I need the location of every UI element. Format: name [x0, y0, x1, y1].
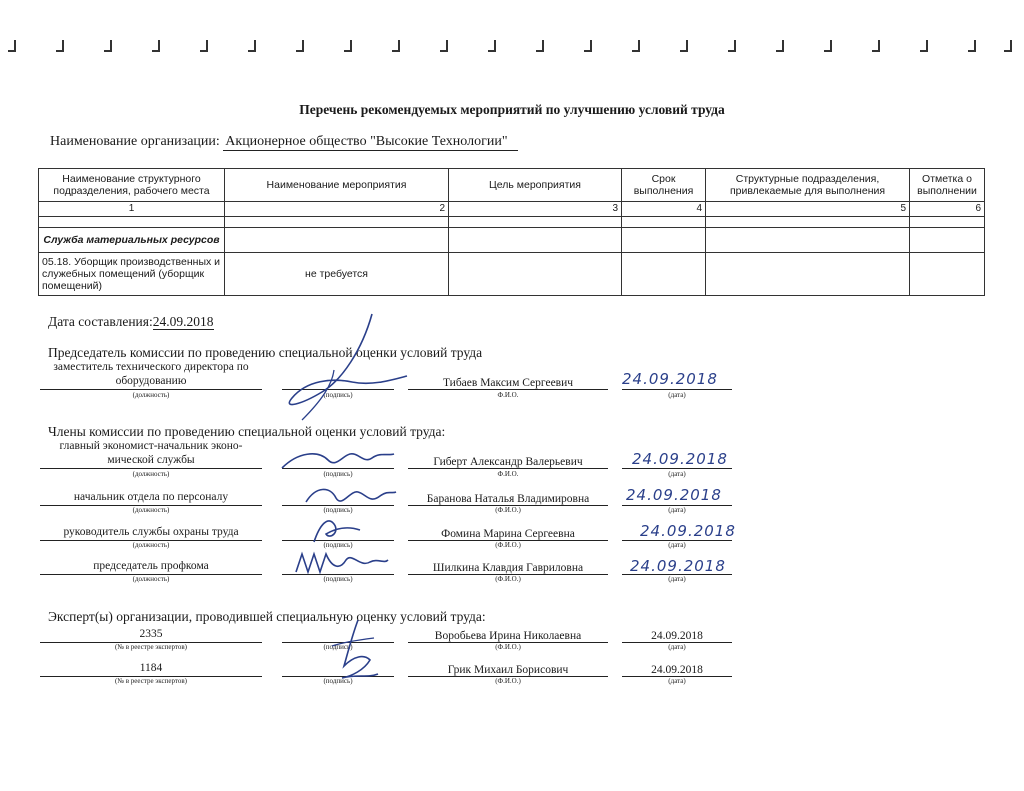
chairman-name: Тибаев Максим Сергеевич — [442, 377, 574, 389]
caption-signature: (подпись) — [323, 506, 353, 514]
measure-cell: не требуется — [225, 253, 449, 296]
organization-label: Наименование организации: — [50, 134, 220, 149]
document-title: Перечень рекомендуемых мероприятий по улучшению условий труда — [299, 102, 725, 117]
member-date: 24.09.2018 — [626, 486, 722, 504]
table-row — [39, 253, 985, 296]
col-number: 3 — [449, 202, 622, 217]
chairman-position-line2: оборудованию — [115, 375, 187, 387]
members-heading: Члены комиссии по проведению специальной оценки условий труда: — [48, 424, 446, 439]
col-number: 5 — [706, 202, 910, 217]
caption-fio: (Ф.И.О.) — [495, 506, 521, 514]
col-number: 4 — [622, 202, 706, 217]
expert-registry-number: 2335 — [139, 628, 163, 640]
caption-fio: Ф.И.О. — [497, 470, 519, 478]
chairman-signature — [262, 310, 412, 425]
expert-date: 24.09.2018 — [651, 664, 703, 676]
date-compiled-value: 24.09.2018 — [152, 314, 214, 329]
caption-fio: (Ф.И.О.) — [495, 575, 521, 583]
member-name: Гиберт Александр Валерьевич — [433, 456, 583, 468]
member-name: Шилкина Клавдия Гавриловна — [432, 562, 584, 574]
expert-registry-number: 1184 — [139, 662, 163, 674]
member-position: председатель профкома — [93, 560, 209, 572]
caption-signature: (подпись) — [323, 677, 353, 685]
col-number: 6 — [910, 202, 985, 217]
caption-position: (должность) — [132, 470, 170, 478]
col-number: 2 — [225, 202, 449, 217]
member-date: 24.09.2018 — [630, 557, 726, 575]
caption-fio: (Ф.И.О.) — [495, 677, 521, 685]
caption-date: (дата) — [668, 391, 686, 399]
member-name: Фомина Марина Сергеевна — [441, 528, 575, 540]
caption-date: (дата) — [668, 470, 686, 478]
chairman-heading: Председатель комиссии по проведению специальной оценки условий труда — [48, 345, 483, 360]
experts-heading: Эксперт(ы) организации, проводившей специальную оценку условий труда: — [48, 609, 486, 624]
header-goal: Цель мероприятия — [449, 169, 622, 202]
caption-fio: Ф.И.О. — [497, 391, 519, 399]
member-date: 24.09.2018 — [640, 522, 736, 540]
chairman-position-line1: заместитель технического директора по — [53, 361, 249, 373]
table-row — [39, 217, 985, 228]
member-signature — [300, 482, 400, 512]
date-compiled — [48, 314, 214, 330]
section-title: Служба материальных ресурсов — [39, 228, 225, 253]
member-signature — [306, 514, 366, 546]
caption-date: (дата) — [668, 506, 686, 514]
member-position-line1: главный экономист-начальник эконо- — [59, 440, 243, 452]
caption-signature: (подпись) — [323, 575, 353, 583]
table-number-row — [39, 202, 985, 217]
member-position: начальник отдела по персоналу — [73, 491, 229, 503]
caption-position: (должность) — [132, 506, 170, 514]
member-signature — [278, 446, 398, 476]
table-header-row — [39, 169, 985, 202]
caption-fio: (Ф.И.О.) — [495, 643, 521, 651]
col-number: 1 — [39, 202, 225, 217]
caption-registry: (№ в реестре экспертов) — [114, 677, 187, 685]
date-compiled-label: Дата составления: — [48, 314, 153, 329]
workplace-cell: 05.18. Уборщик производственных и служебных помещений (уборщик помещений) — [39, 253, 225, 296]
member-signature — [290, 548, 390, 578]
chairman-date: 24.09.2018 — [622, 370, 718, 388]
header-measure: Наименование мероприятия — [225, 169, 449, 202]
expert-signature — [318, 616, 388, 686]
caption-signature: (подпись) — [323, 541, 353, 549]
binding-holes — [10, 36, 1020, 56]
caption-date: (дата) — [668, 575, 686, 583]
organization-line — [50, 134, 518, 151]
header-mark: Отметка о выполнении — [910, 169, 985, 202]
caption-date: (дата) — [668, 541, 686, 549]
caption-signature: (подпись) — [323, 391, 353, 399]
header-workplace: Наименование структурного подразделения, рабочего места — [39, 169, 225, 202]
expert-name: Воробьева Ирина Николаевна — [434, 630, 582, 642]
header-departments: Структурные подразделения, привлекаемые для выполнения — [706, 169, 910, 202]
caption-position: (должность) — [132, 575, 170, 583]
caption-registry: (№ в реестре экспертов) — [114, 643, 187, 651]
member-position-line2: мической службы — [107, 454, 195, 466]
caption-position: (должность) — [132, 541, 170, 549]
caption-date: (дата) — [668, 643, 686, 651]
caption-fio: (Ф.И.О.) — [495, 541, 521, 549]
header-deadline: Срок выполнения — [622, 169, 706, 202]
caption-date: (дата) — [668, 677, 686, 685]
expert-date: 24.09.2018 — [651, 630, 703, 642]
caption-signature: (подпись) — [323, 470, 353, 478]
caption-position: (должность) — [132, 391, 170, 399]
measures-table — [38, 168, 985, 296]
expert-name: Грик Михаил Борисович — [447, 664, 569, 676]
organization-name: Акционерное общество "Высокие Технологии" — [223, 134, 517, 151]
member-position: руководитель службы охраны труда — [63, 526, 239, 538]
table-section-row — [39, 228, 985, 253]
member-name: Баранова Наталья Владимировна — [426, 493, 590, 505]
member-date: 24.09.2018 — [632, 450, 728, 468]
caption-signature: (подпись) — [323, 643, 353, 651]
